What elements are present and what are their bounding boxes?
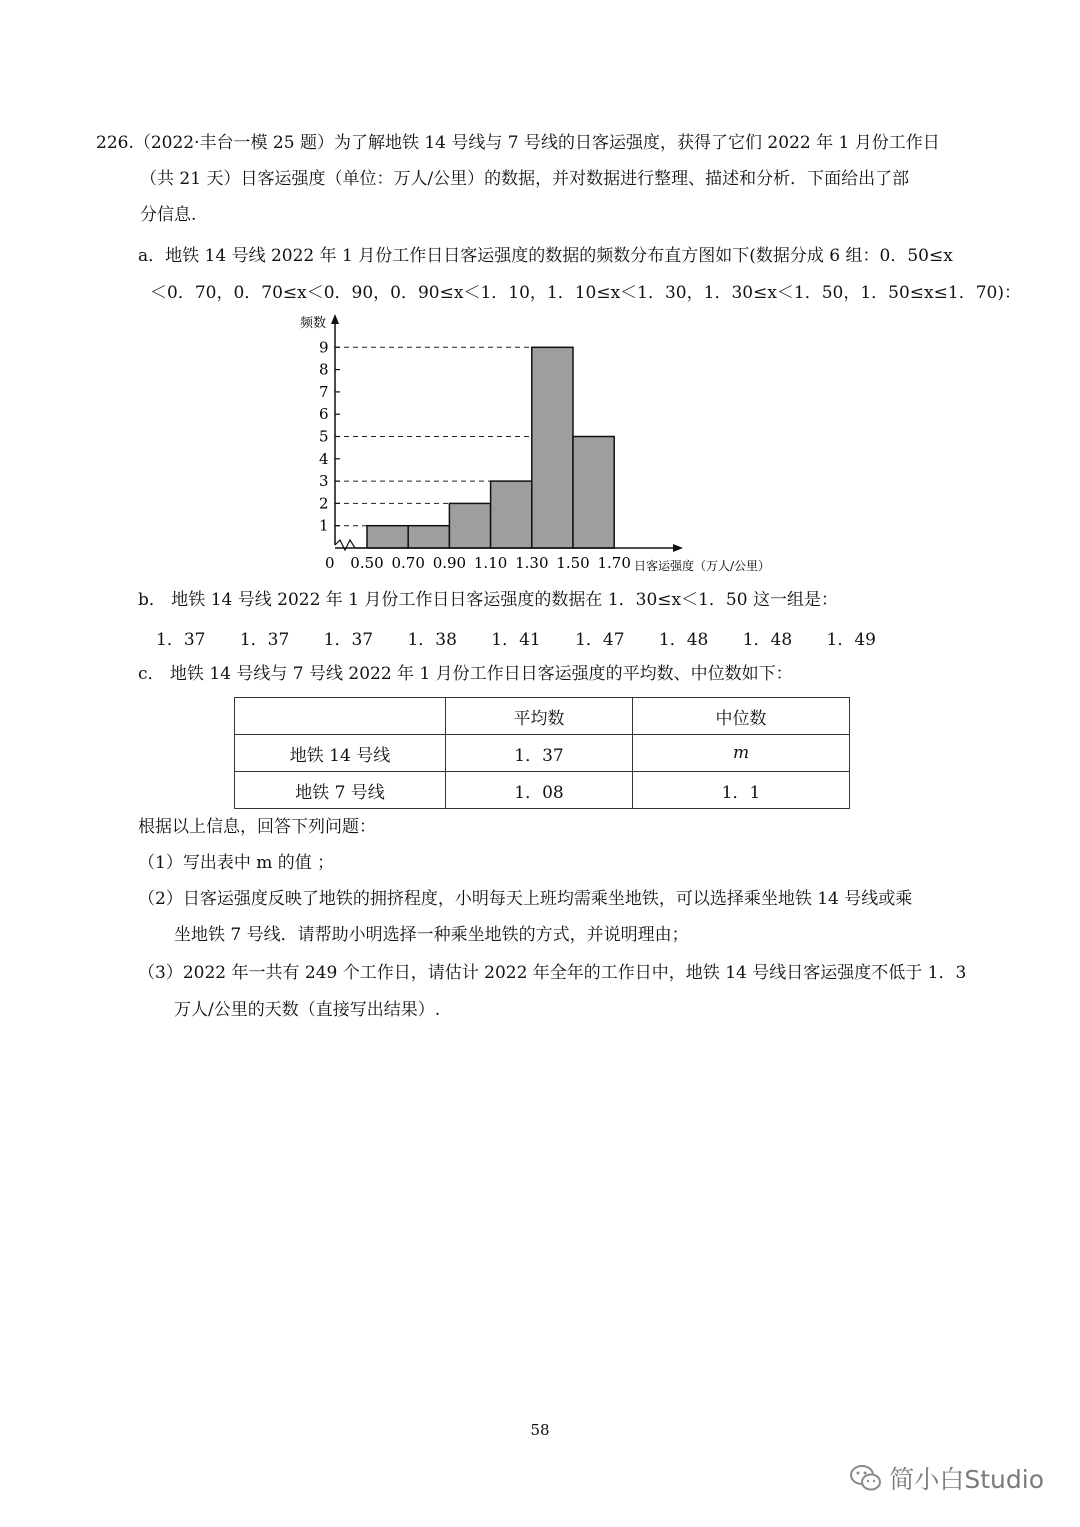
y-tick-labels: [319, 338, 340, 534]
origin-label: 0: [325, 554, 335, 572]
data-value: 1．37: [323, 630, 374, 650]
histogram-bar: [532, 347, 573, 548]
data-value: 1．37: [239, 630, 290, 650]
x-tick-label: 1.70: [597, 554, 631, 572]
question-1: （1）写出表中 m 的值 ；: [138, 853, 335, 873]
histogram-bar: [573, 437, 614, 549]
y-tick-label: 7: [319, 382, 329, 401]
data-value: 1．49: [826, 630, 876, 650]
question-2-line-1: （2）日客运强度反映了地铁的拥挤程度，小明每天上班均需乘坐地铁，可以选择乘坐地铁 14 号线或乘: [138, 889, 913, 909]
question-3-line-2: 万人/公里的天数（直接写出结果）.: [174, 1000, 441, 1020]
part-a-line-1: a．地铁 14 号线 2022 年 1 月份工作日日客运强度的数据的频数分布直方图如下(数据分成 6 组：0．50≤x: [138, 246, 953, 266]
histogram-bars: [367, 347, 614, 548]
table-header-row: [235, 698, 850, 735]
data-value: 1．37: [156, 630, 206, 650]
table-cell: 1．37: [446, 735, 633, 772]
problem-number: 226.: [96, 133, 134, 153]
part-b-line-1: b． 地铁 14 号线 2022 年 1 月份工作日日客运强度的数据在 1．30≤x＜1．50 这一组是：: [138, 590, 838, 610]
table-header-cell: [235, 698, 446, 735]
problem-intro-line-2: （共 21 天）日客运强度（单位：万人/公里）的数据，并对数据进行整理、描述和分析．下面给出了部: [140, 169, 910, 189]
stats-table: [234, 697, 850, 809]
data-value: 1．47: [575, 630, 625, 650]
histogram-bar: [449, 503, 490, 548]
wechat-icon: [849, 1463, 883, 1493]
problem-intro-line-3: 分信息.: [140, 205, 197, 225]
table-cell: 地铁 7 号线: [235, 772, 446, 809]
question-2-line-2: 坐地铁 7 号线．请帮助小明选择一种乘坐地铁的方式，并说明理由；: [174, 925, 689, 945]
data-value: 1．48: [742, 630, 793, 650]
data-value: 1．38: [407, 630, 457, 650]
y-axis-label: 频数: [300, 316, 327, 331]
page-number: 58: [530, 1421, 550, 1439]
y-tick-label: 2: [319, 494, 329, 513]
x-axis-arrow: [673, 544, 683, 552]
watermark-text: 简小白Studio: [889, 1465, 1044, 1494]
frequency-histogram: [290, 312, 771, 582]
y-tick-label: 5: [319, 427, 329, 446]
table-header-cell: 平均数: [446, 698, 633, 735]
y-tick-label: 4: [319, 449, 329, 468]
histogram-bar: [408, 526, 449, 548]
x-axis-label: 日客运强度（万人/公里）: [634, 559, 771, 573]
table-header-cell: 中位数: [633, 698, 850, 735]
part-b-values: [156, 625, 876, 650]
problem-intro-line-1: [96, 131, 940, 155]
table-cell: 1．08: [446, 772, 633, 809]
y-tick-label: 1: [319, 516, 329, 535]
y-tick-label: 3: [319, 472, 329, 491]
x-tick-label: 0.90: [432, 554, 467, 572]
watermark: [849, 1460, 1044, 1496]
y-axis-arrow: [331, 314, 339, 324]
data-value: 1．41: [491, 630, 541, 650]
y-tick-label: 8: [319, 360, 329, 379]
part-a-line-2: ＜0．70，0．70≤x＜0．90，0．90≤x＜1．10，1．10≤x＜1．30，1．30≤x＜1．50，1．50≤x≤1．70)：: [150, 283, 1021, 303]
part-c-line-1: c． 地铁 14 号线与 7 号线 2022 年 1 月份工作日日客运强度的平均数、中位数如下：: [138, 664, 793, 684]
table-cell: 地铁 14 号线: [235, 735, 446, 772]
x-tick-label: 0.50: [350, 554, 384, 572]
x-tick-label: 0.70: [391, 554, 425, 572]
y-tick-label: 9: [319, 338, 329, 357]
problem-intro-text-1: （2022·丰台一模 25 题）为了解地铁 14 号线与 7 号线的日客运强度，获得了它们 2022 年 1 月份工作日: [133, 133, 940, 153]
questions-intro: 根据以上信息，回答下列问题：: [138, 817, 376, 837]
table-cell: m: [633, 735, 850, 772]
table-row: [235, 772, 850, 809]
histogram-bar: [367, 526, 408, 548]
y-tick-label: 6: [319, 405, 329, 424]
data-value: 1．48: [658, 630, 709, 650]
x-tick-label: 1.10: [473, 554, 508, 572]
x-tick-labels: [350, 554, 631, 572]
x-tick-label: 1.50: [556, 554, 590, 572]
x-tick-label: 1.30: [515, 554, 549, 572]
histogram-bar: [491, 481, 532, 548]
table-row: [235, 735, 850, 772]
table-cell: 1．1: [633, 772, 850, 809]
question-3-line-1: （3）2022 年一共有 249 个工作日，请估计 2022 年全年的工作日中，地铁 14 号线日客运强度不低于 1．3: [138, 963, 967, 983]
